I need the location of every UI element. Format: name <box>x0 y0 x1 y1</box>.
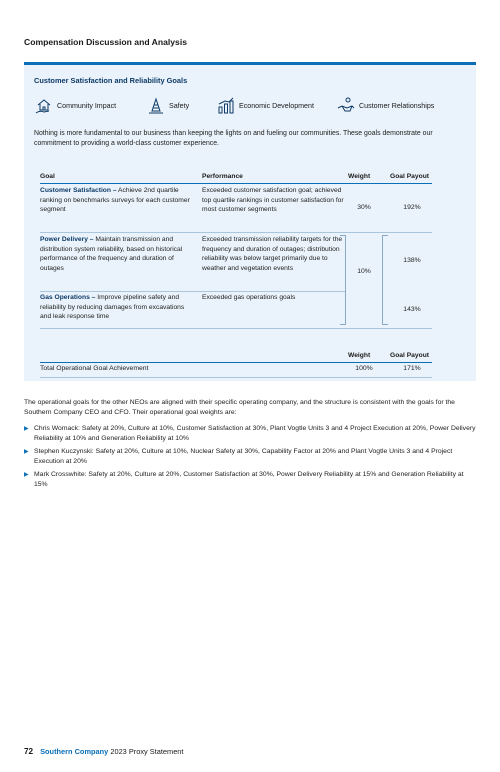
col-header-payout: Goal Payout <box>390 173 430 180</box>
payout-divider <box>392 232 432 233</box>
triangle-bullet-icon: ▶ <box>24 426 29 432</box>
performance-power-delivery: Exceeded transmission reliability targets for the frequency and duration of outages; distribution reliability was below target primarily due to weather and vegetation events <box>202 236 343 272</box>
legend-item-customer-relationships: Customer Relationships <box>336 96 434 116</box>
document-name: 2023 Proxy Statement <box>110 747 184 756</box>
goal-gas-operations: Gas Operations – Improve pipeline safety and reliability by reducing damages from excavations and leak response time <box>40 294 185 321</box>
section-title: Compensation Discussion and Analysis <box>24 37 187 47</box>
payout-power-delivery: 138% <box>403 257 421 264</box>
col-header-goal: Goal <box>40 173 55 180</box>
cone-icon <box>146 96 166 116</box>
card-intro-text: Nothing is more fundamental to our business than keeping the lights on and fueling our communities. These goals demonstrate our commitment to providing a world-class customer experience. <box>34 130 433 148</box>
brand-name: Southern Company <box>40 747 109 756</box>
legend-item-community-impact: Community Impact <box>34 96 116 116</box>
header-rule <box>40 183 432 184</box>
performance-gas-operations: Exceeded gas operations goals <box>202 294 296 301</box>
triangle-bullet-icon: ▶ <box>24 449 29 455</box>
legend-item-economic-development: Economic Development <box>216 96 314 116</box>
list-item: ▶ Chris Womack: Safety at 20%, Culture at 10%, Customer Satisfaction at 30%, Plant Vogtle Units 3 and 4 Project Execution at 20%, Power Delivery Reliability at 10% and Generation Reliability at 10% <box>24 425 476 442</box>
payout-gas-operations: 143% <box>403 306 421 313</box>
weight-customer-satisfaction: 30% <box>357 204 371 211</box>
row-divider <box>40 291 346 292</box>
operational-goals-paragraph: The operational goals for the other NEOs are aligned with their specific operating company, and the structure is consistent with the goals for the Southern Company CEO and CFO. Their operational goal weights are: <box>24 399 455 416</box>
page-footer <box>24 747 183 756</box>
bar-chart-icon <box>216 96 236 116</box>
total-weight: 100% <box>355 365 373 372</box>
goal-customer-satisfaction: Customer Satisfaction – Achieve 2nd quartile ranking on benchmarks surveys for each customer segment <box>40 187 190 214</box>
page-number: 72 <box>24 747 34 756</box>
col-header-weight: Weight <box>348 173 371 180</box>
goals-card <box>24 62 476 381</box>
list-item: ▶ Stephen Kuczynski: Safety at 20%, Culture at 10%, Nuclear Safety at 30%, Capability Factor at 20% and Plant Vogtle Units 3 and 4 Project Execution at 20% <box>24 448 453 465</box>
triangle-bullet-icon: ▶ <box>24 472 29 478</box>
goal-category-legend <box>34 96 474 116</box>
handshake-icon <box>336 96 356 116</box>
total-header-weight: Weight <box>348 352 371 359</box>
house-hand-icon <box>34 96 54 116</box>
payout-customer-satisfaction: 192% <box>403 204 421 211</box>
total-rule <box>40 362 432 363</box>
total-label: Total Operational Goal Achievement <box>40 365 149 372</box>
list-item: ▶ Mark Crosswhite: Safety at 20%, Culture at 20%, Customer Satisfaction at 30%, Power Delivery Reliability at 15% and Generation Reliability at 15% <box>24 471 464 488</box>
legend-item-safety: Safety <box>146 96 189 116</box>
weight-bracket-left <box>340 235 346 325</box>
card-title: Customer Satisfaction and Reliability Goals <box>34 76 188 85</box>
total-header-payout: Goal Payout <box>390 352 430 359</box>
row-divider <box>40 328 432 329</box>
weight-power-and-gas: 10% <box>357 268 371 275</box>
neo-goal-list <box>24 424 476 493</box>
weight-bracket-right <box>382 235 388 325</box>
total-payout: 171% <box>403 365 421 372</box>
goal-power-delivery: Power Delivery – Maintain transmission and distribution system reliability, based on historical performance of the frequency and duration of outages <box>40 236 183 272</box>
col-header-performance: Performance <box>202 173 243 180</box>
total-bottom-rule <box>40 377 432 378</box>
performance-customer-satisfaction: Exceeded customer satisfaction goal; achieved top quartile rankings in customer satisfaction for most customer segments <box>202 187 344 214</box>
row-divider <box>40 232 432 233</box>
